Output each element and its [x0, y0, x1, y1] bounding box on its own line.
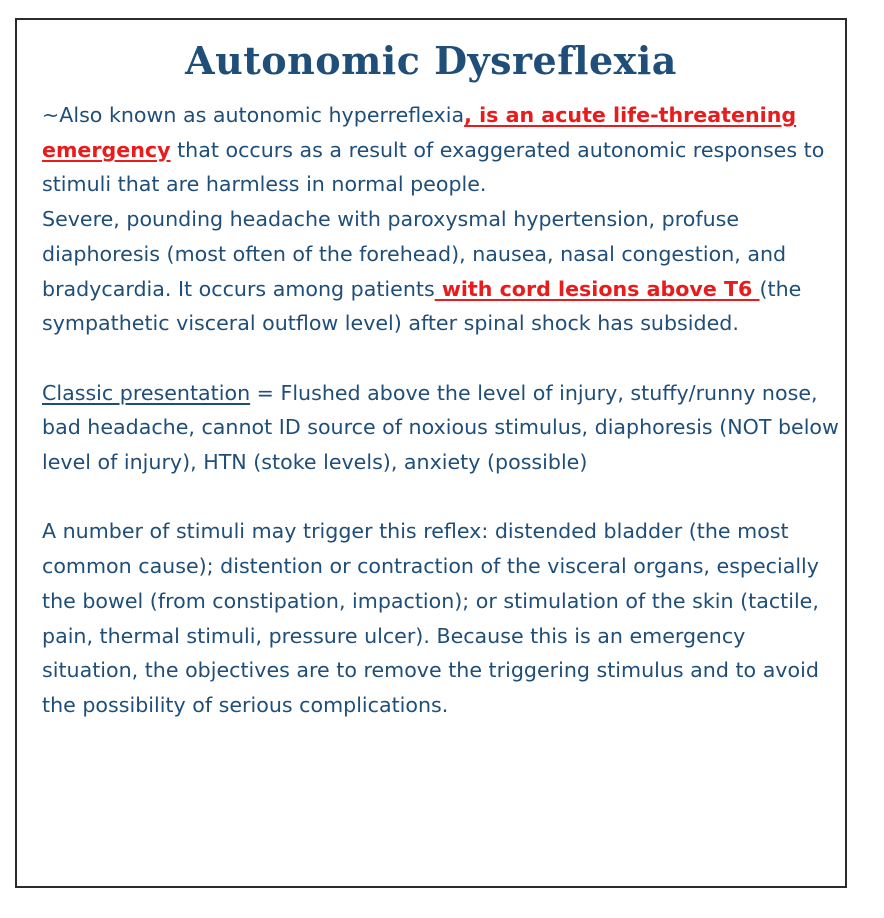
- spacer: [42, 341, 842, 376]
- document-card: [15, 18, 847, 888]
- paragraph-triggers: A number of stimuli may trigger this reflex: distended bladder (the most common cause); distention or contraction of the visceral organs, especially the bowel (from constipation, impaction); or stimulation of the skin (tactile, pain, thermal stimuli, pressure ulcer). Because this is an emergency situation, the objectives are to remove the triggering stimulus and to avoid the possibility of serious complications.: [42, 519, 819, 717]
- page-title: Autonomic Dysreflexia: [185, 38, 677, 83]
- definition-rest: that occurs as a result of exaggerated autonomic responses to stimuli that are harmless in normal people.: [42, 137, 825, 197]
- definition-emphasis: , is an acute life-threatening emergency: [42, 103, 797, 162]
- classic-presentation-label: Classic presentation: [42, 380, 251, 405]
- document-body: [42, 98, 842, 723]
- paragraph-classic-presentation: [42, 376, 842, 480]
- paragraph-definition: [42, 98, 842, 202]
- symptoms-rest: (the sympathetic visceral outflow level) after spinal shock has subsided.: [42, 276, 802, 336]
- symptoms-emphasis: with cord lesions above T6: [434, 276, 760, 301]
- definition-intro: ~Also known as autonomic hyperreflexia: [42, 103, 465, 127]
- classic-presentation-text: = Flushed above the level of injury, stuffy/runny nose, bad headache, cannot ID source of noxious stimulus, diaphoresis (NOT below level of injury), HTN (stoke levels), anxiety (possible): [42, 380, 839, 475]
- paragraph-symptoms: [42, 202, 842, 341]
- symptoms-intro: Severe, pounding headache with paroxysmal hypertension, profuse diaphoresis (most often of the forehead), nausea, nasal congestion, and bradycardia. It occurs among patients: [42, 207, 787, 301]
- spacer: [42, 480, 842, 515]
